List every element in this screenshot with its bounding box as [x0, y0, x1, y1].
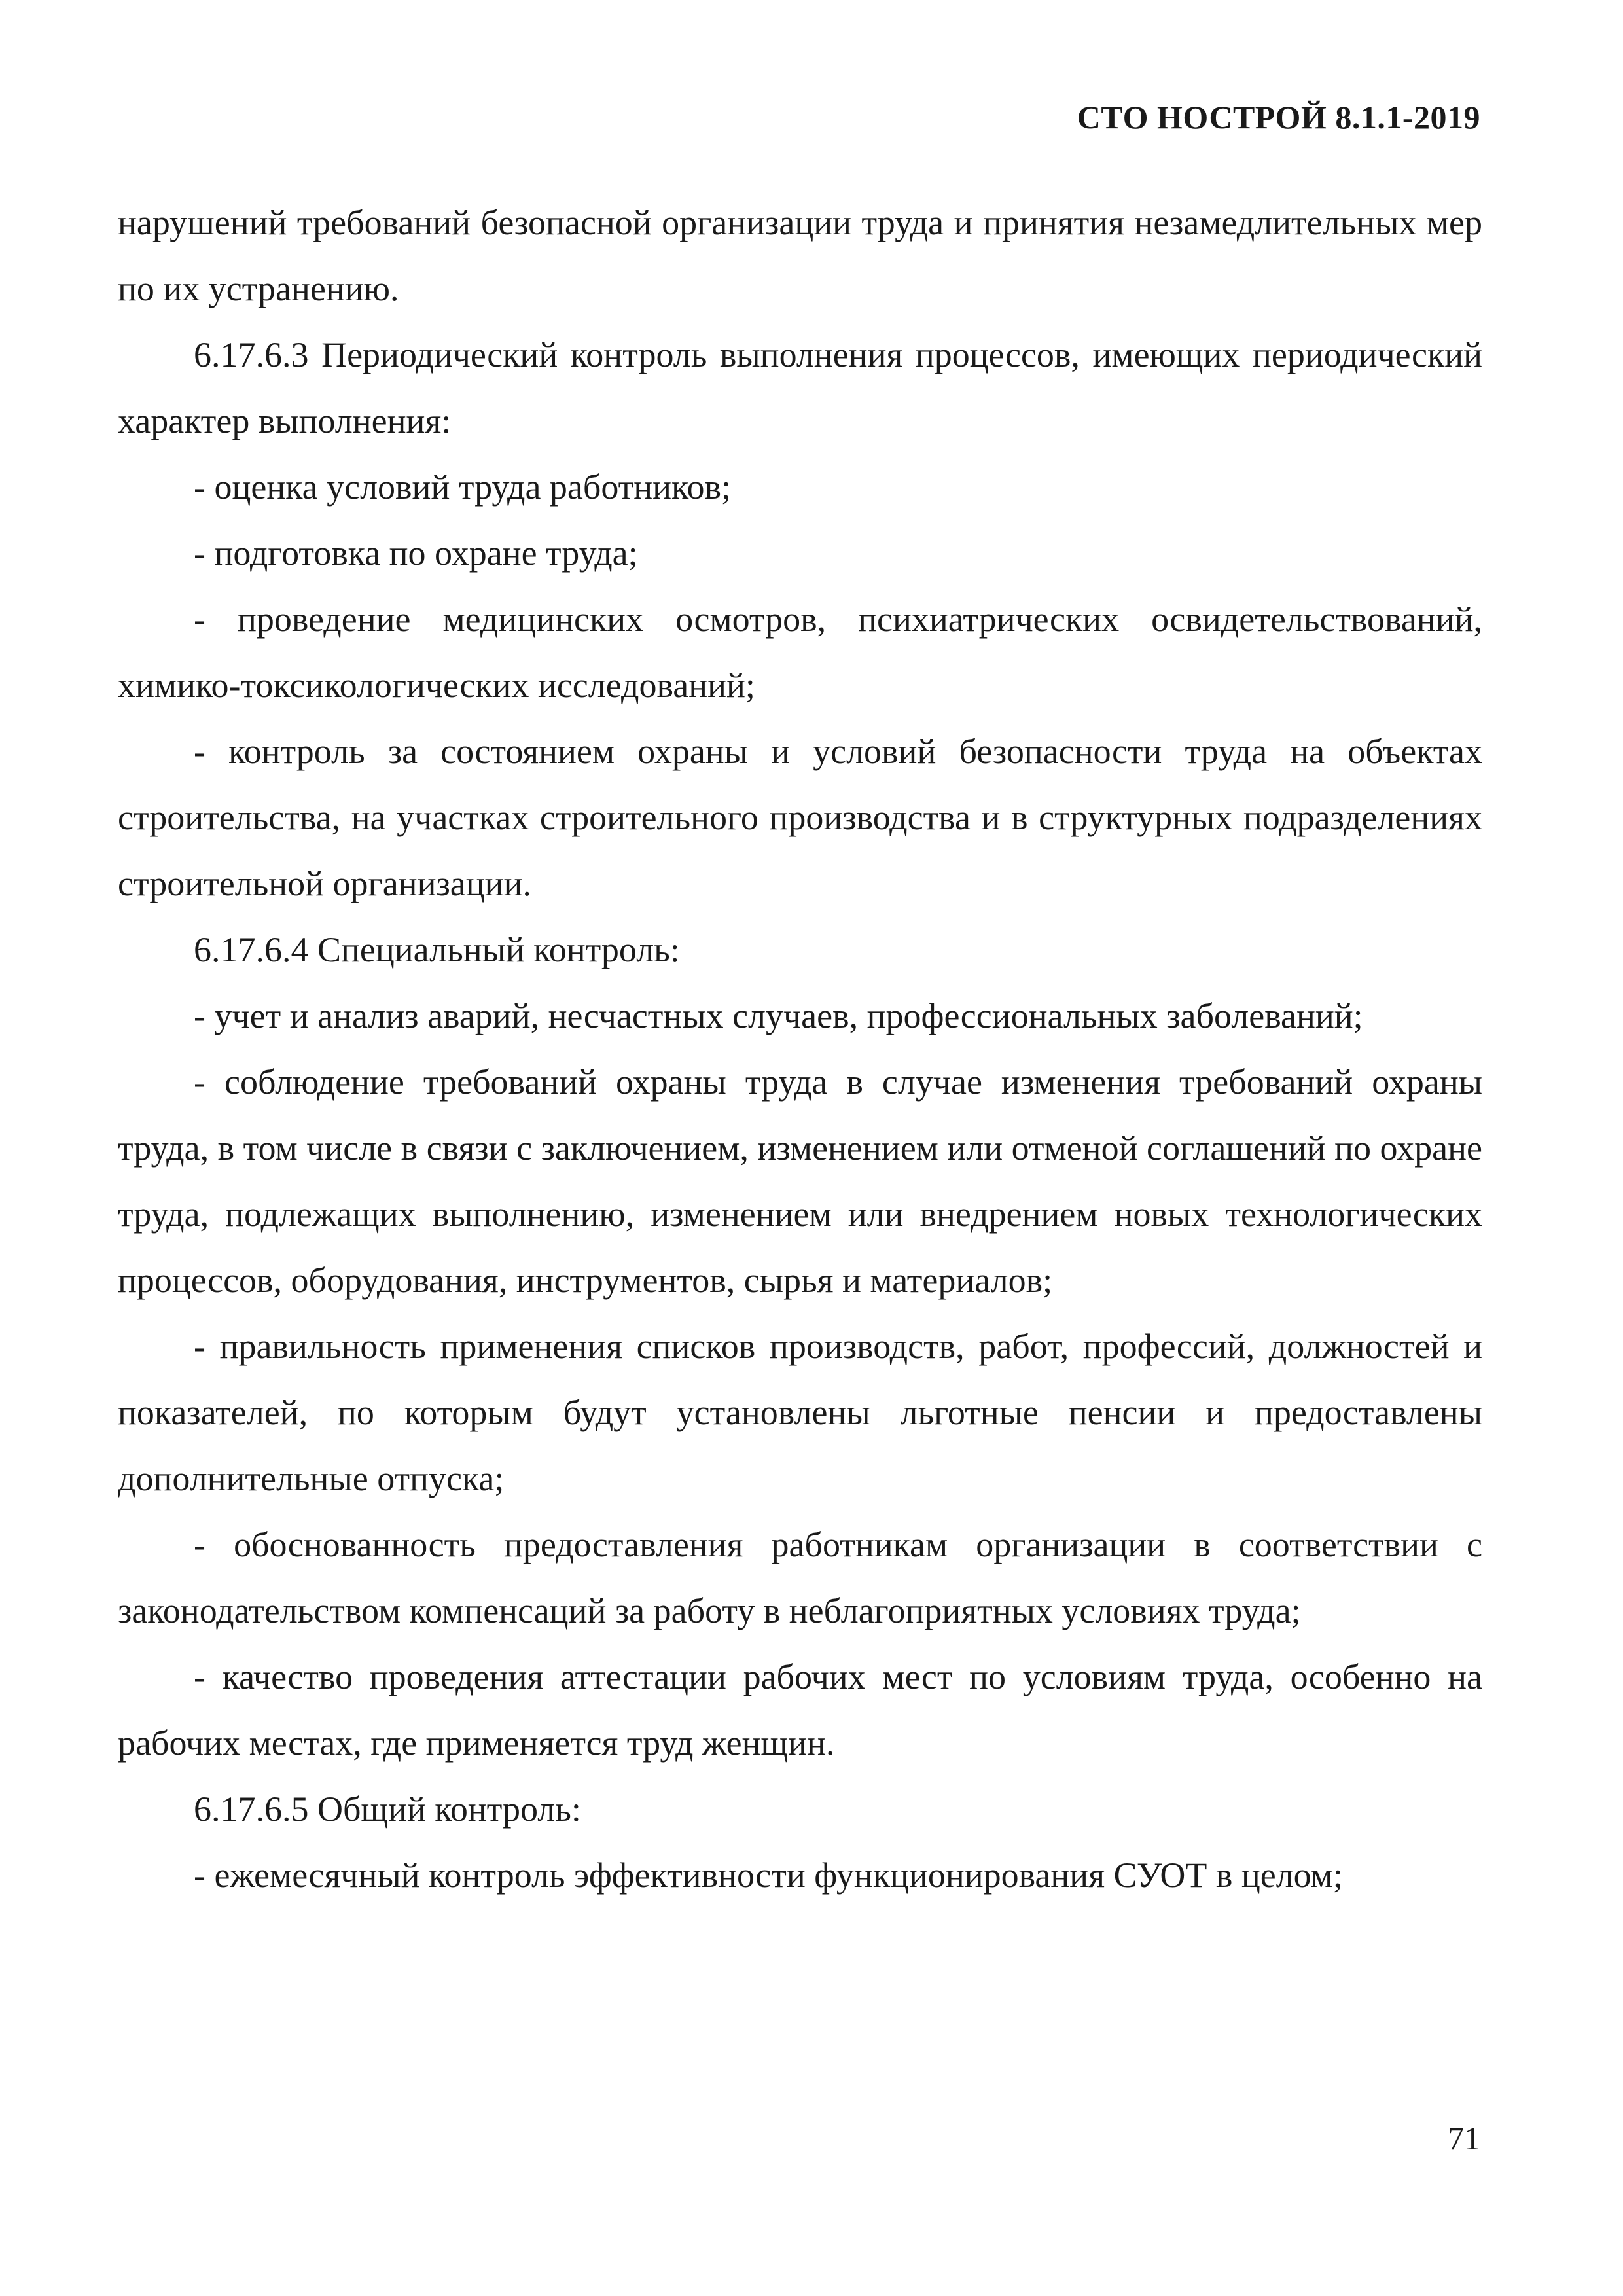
list-item: - учет и анализ аварий, несчастных случаев, профессиональных заболеваний; [194, 996, 1363, 1035]
list-item: - соблюдение требований охраны труда в случае изменения требований охраны труда, в том числе в связи с заключением, изменением или отменой соглашений по охране труда, подлежащих выполнению, изменением или внедрением новых технологических процессов, оборудования, инструментов, сырья и материалов; [118, 1062, 1482, 1300]
list-item: - качество проведения аттестации рабочих мест по условиям труда, особенно на рабочих местах, где применяется труд женщин. [118, 1657, 1482, 1763]
page-number: 71 [1448, 2120, 1480, 2157]
section-paragraph: 6.17.6.5 Общий контроль: [194, 1789, 581, 1829]
list-item: - оценка условий труда работников; [194, 467, 732, 507]
section-paragraph: 6.17.6.4 Специальный контроль: [194, 930, 680, 969]
document-code-header: СТО НОСТРОЙ 8.1.1-2019 [1077, 99, 1480, 135]
list-item: - подготовка по охране труда; [194, 533, 638, 573]
list-item: - правильность применения списков производств, работ, профессий, должностей и показателей, по которым будут установлены льготные пенсии и предоставлены дополнительные отпуска; [118, 1327, 1482, 1498]
list-item: - контроль за состоянием охраны и условий безопасности труда на объектах строительства, на участках строительного производства и в структурных подразделениях строительной организации. [118, 732, 1482, 903]
section-paragraph: 6.17.6.3 Периодический контроль выполнения процессов, имеющих периодический характер выполнения: [118, 335, 1482, 440]
list-item: - обоснованность предоставления работникам организации в соответствии с законодательством компенсаций за работу в неблагоприятных условиях труда; [118, 1525, 1482, 1630]
list-item: - ежемесячный контроль эффективности функционирования СУОТ в целом; [194, 1856, 1343, 1895]
paragraph: нарушений требований безопасной организации труда и принятия незамедлительных мер по их устранению. [118, 203, 1482, 308]
body-text [118, 190, 1482, 1909]
list-item: - проведение медицинских осмотров, психиатрических освидетельствований, химико-токсикологических исследований; [118, 600, 1482, 705]
